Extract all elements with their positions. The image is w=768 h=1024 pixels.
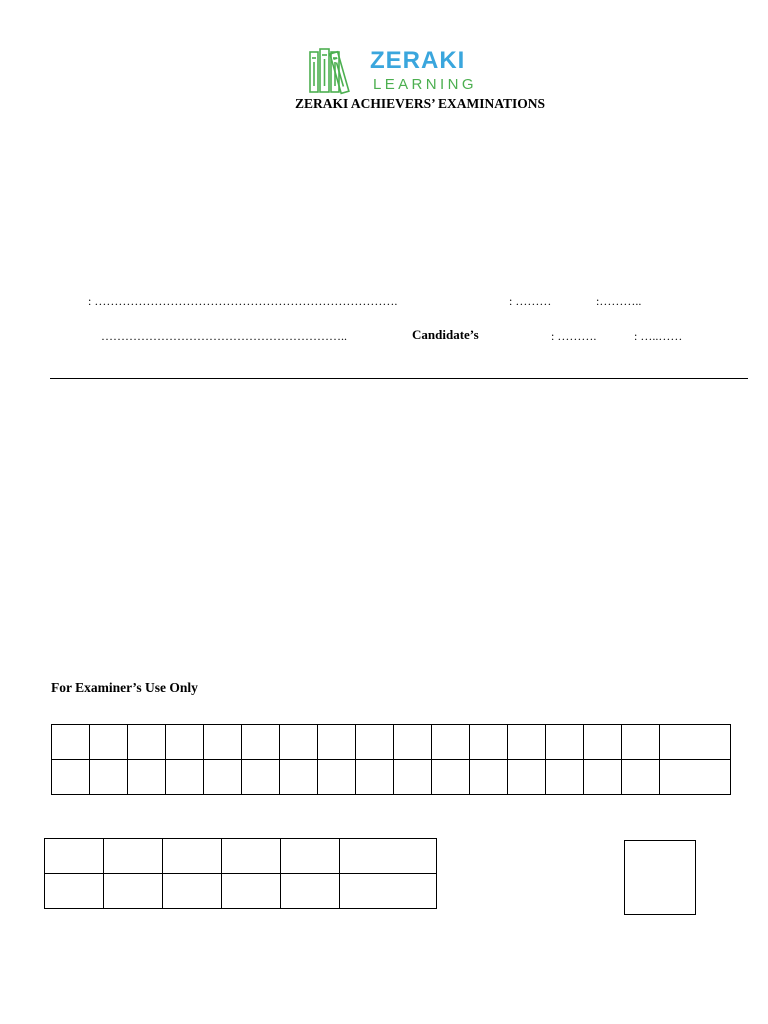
logo-subtitle: LEARNING	[373, 76, 477, 93]
date-field[interactable]: : …..……	[634, 329, 683, 343]
table-cell[interactable]	[508, 725, 546, 760]
table-cell[interactable]	[318, 760, 356, 795]
table-cell[interactable]	[222, 839, 281, 874]
table-cell[interactable]	[318, 725, 356, 760]
divider-line	[50, 378, 748, 379]
marks-row	[45, 874, 437, 909]
total-cell[interactable]	[340, 839, 437, 874]
signature-field[interactable]: : ……….	[551, 329, 597, 343]
zeraki-logo	[308, 46, 498, 96]
table-cell[interactable]	[90, 760, 128, 795]
table-cell[interactable]	[432, 760, 470, 795]
marks-row	[52, 760, 731, 795]
table-cell[interactable]	[242, 760, 280, 795]
table-cell[interactable]	[104, 839, 163, 874]
table-cell[interactable]	[204, 760, 242, 795]
table-cell[interactable]	[204, 725, 242, 760]
table-cell[interactable]	[432, 725, 470, 760]
logo-wordmark: ZERAKI	[370, 47, 466, 74]
table-cell[interactable]	[546, 760, 584, 795]
table-cell[interactable]	[281, 874, 340, 909]
table-cell[interactable]	[470, 725, 508, 760]
name-field[interactable]: : ………………………………………………………………….	[88, 294, 398, 308]
table-cell[interactable]	[163, 839, 222, 874]
table-cell[interactable]	[242, 725, 280, 760]
table-cell[interactable]	[45, 874, 104, 909]
table-cell[interactable]	[163, 874, 222, 909]
table-cell[interactable]	[584, 760, 622, 795]
total-cell[interactable]	[660, 760, 731, 795]
table-cell[interactable]	[222, 874, 281, 909]
table-cell[interactable]	[166, 760, 204, 795]
school-field[interactable]: ……………………………………………………..	[101, 329, 347, 343]
class-field[interactable]: :………..	[596, 294, 642, 308]
table-cell[interactable]	[622, 725, 660, 760]
table-cell[interactable]	[394, 760, 432, 795]
table-cell[interactable]	[356, 725, 394, 760]
total-cell[interactable]	[340, 874, 437, 909]
table-cell[interactable]	[281, 839, 340, 874]
table-cell[interactable]	[52, 725, 90, 760]
total-cell[interactable]	[660, 725, 731, 760]
exam-title: ZERAKI ACHIEVERS’ EXAMINATIONS	[294, 96, 546, 111]
table-cell[interactable]	[52, 760, 90, 795]
table-cell[interactable]	[280, 725, 318, 760]
table-cell[interactable]	[622, 760, 660, 795]
table-cell[interactable]	[356, 760, 394, 795]
table-cell[interactable]	[470, 760, 508, 795]
table-cell[interactable]	[104, 874, 163, 909]
table-cell[interactable]	[90, 725, 128, 760]
table-cell[interactable]	[128, 725, 166, 760]
table-cell[interactable]	[166, 725, 204, 760]
table-cell[interactable]	[280, 760, 318, 795]
question-number-row	[52, 725, 731, 760]
table-cell[interactable]	[128, 760, 166, 795]
marks-table-1	[51, 724, 731, 795]
table-cell[interactable]	[45, 839, 104, 874]
table-cell[interactable]	[508, 760, 546, 795]
examiner-use-label: For Examiner’s Use Only	[51, 680, 198, 695]
table-cell[interactable]	[394, 725, 432, 760]
admission-field[interactable]: : ………	[509, 294, 552, 308]
table-cell[interactable]	[546, 725, 584, 760]
grand-total-box[interactable]	[624, 840, 696, 915]
table-cell[interactable]	[584, 725, 622, 760]
marks-table-2	[44, 838, 437, 909]
books-icon	[308, 46, 364, 96]
question-number-row	[45, 839, 437, 874]
candidate-signature-label: Candidate’s	[412, 327, 479, 342]
